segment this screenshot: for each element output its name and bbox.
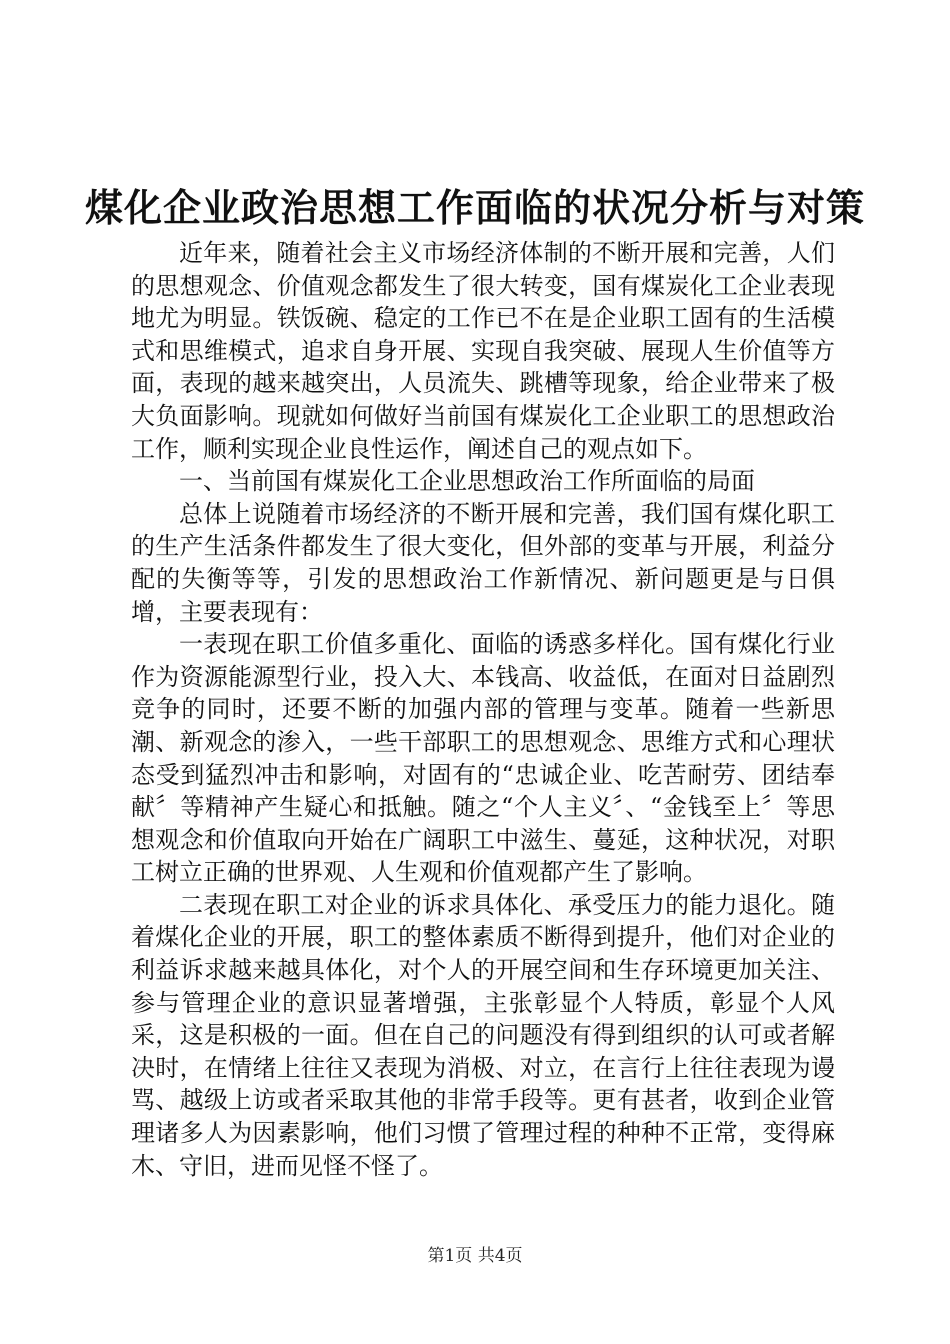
paragraph-intro: 近年来，随着社会主义市场经济体制的不断开展和完善，人们的思想观念、价值观念都发生了很大转变，国有煤炭化工企业表现地尤为明显。铁饭碗、稳定的工作已不在是企业职工固有的生活模式和思维模式，追求自身开展、实现自我突破、展现人生价值等方面，表现的越来越突出，人员流失、跳槽等现象，给企业带来了极大负面影响。现就如何做好当前国有煤炭化工企业职工的思想政治工作，顺利实现企业良性运作，阐述自己的观点如下。 (131, 239, 835, 463)
paragraph-point-1: 一表现在职工价值多重化、面临的诱惑多样化。国有煤化行业作为资源能源型行业，投入大、本钱高、收益低，在面对日益剧烈竞争的同时，还要不断的加强内部的管理与变革。随着一些新思潮、新观念的渗入，一些干部职工的思想观念、思维方式和心理状态受到猛烈冲击和影响，对固有的“忠诚企业、吃苦耐劳、团结奉献〞等精神产生疑心和抵触。随之“个人主义〞、“金钱至上〞等思想观念和价值取向开始在广阔职工中滋生、蔓延，这种状况，对职工树立正确的世界观、人生观和价值观都产生了影响。 (131, 630, 835, 887)
page-number-footer: 第1页 共4页 (427, 1246, 523, 1266)
section-heading-1: 一、当前国有煤炭化工企业思想政治工作所面临的局面 (179, 467, 755, 496)
paragraph-overview: 总体上说随着市场经济的不断开展和完善，我们国有煤化职工的生产生活条件都发生了很大变化，但外部的变革与开展，利益分配的失衡等等，引发的思想政治工作新情况、新问题更是与日俱增，主要表现有： (131, 499, 835, 626)
document-title: 煤化企业政治思想工作面临的状况分析与对策 (84, 185, 865, 230)
document-body (131, 237, 835, 1182)
paragraph-point-2: 二表现在职工对企业的诉求具体化、承受压力的能力退化。随着煤化企业的开展，职工的整体素质不断得到提升，他们对企业的利益诉求越来越具体化，对个人的开展空间和生存环境更加关注、参与管理企业的意识显著增强，主张彰显个人特质，彰显个人风采，这是积极的一面。但在自己的问题没有得到组织的认可或者解决时，在情绪上往往又表现为消极、对立，在言行上往往表现为谩骂、越级上访或者采取其他的非常手段等。更有甚者，收到企业管理诸多人为因素影响，他们习惯了管理过程的种种不正常，变得麻木、守旧，进而见怪不怪了。 (131, 890, 835, 1180)
